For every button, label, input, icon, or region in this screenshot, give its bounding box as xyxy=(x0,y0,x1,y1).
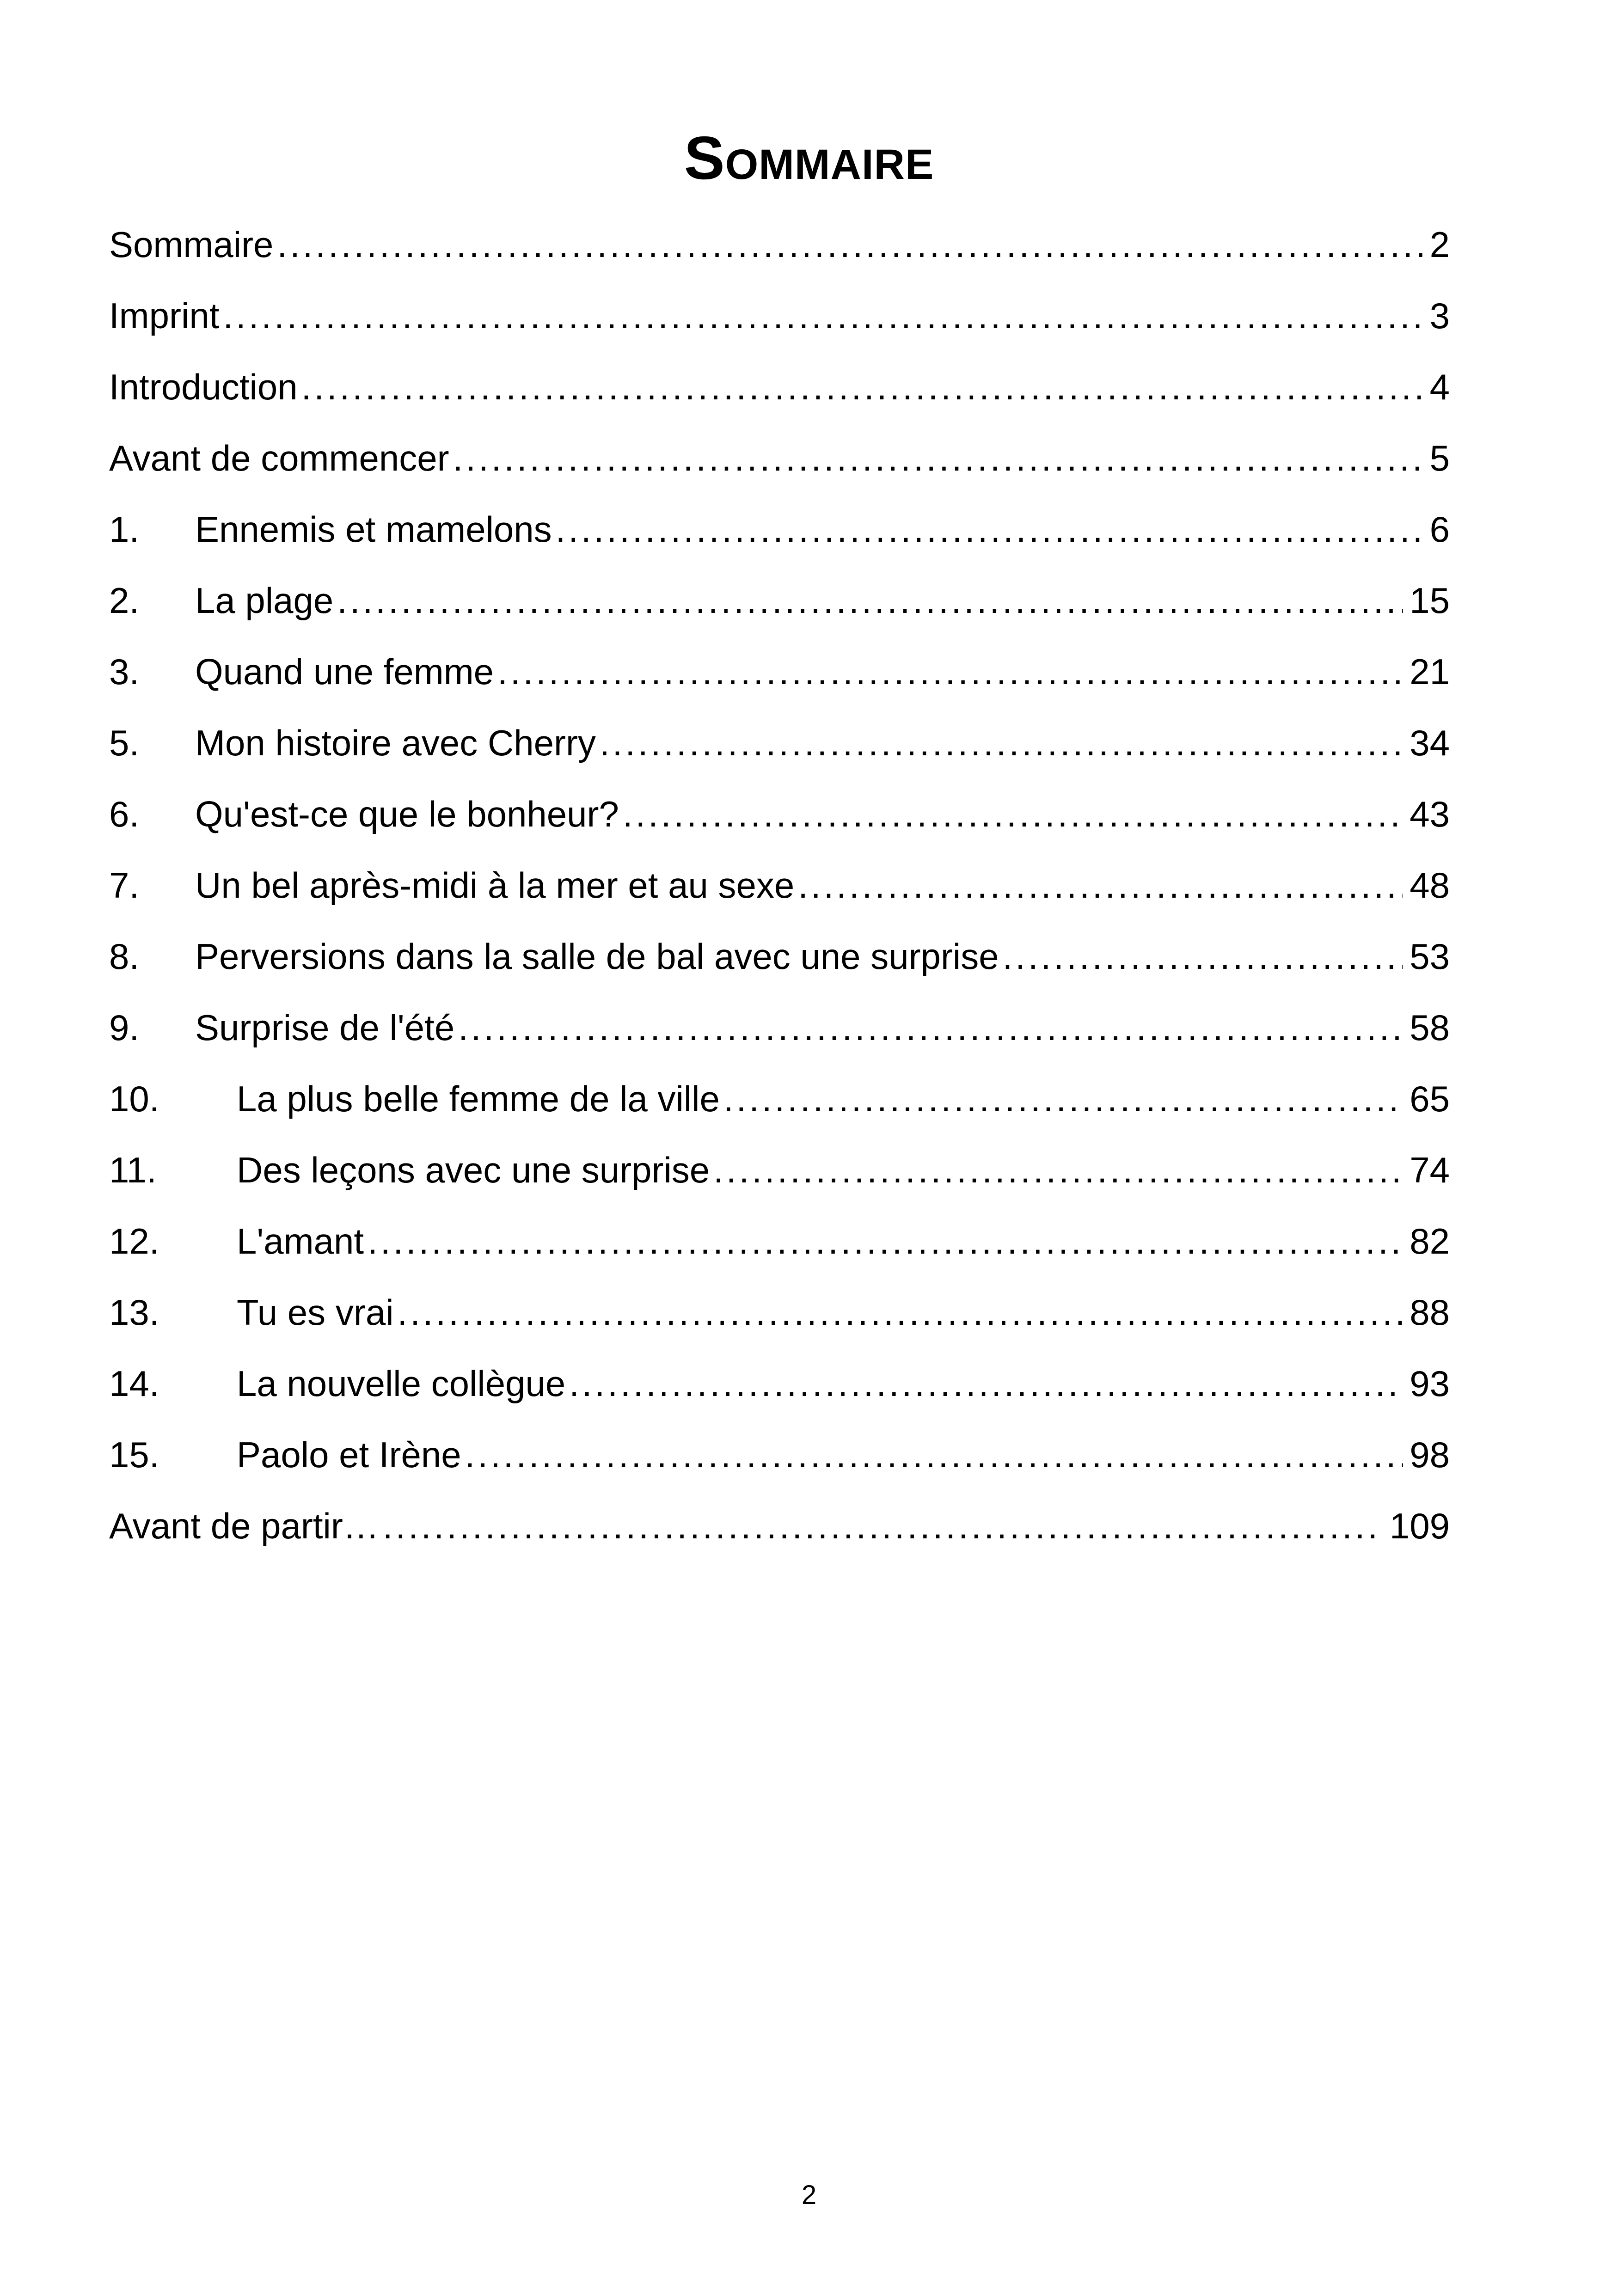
toc-entry-number: 3. xyxy=(109,651,140,692)
toc-entry-leader xyxy=(458,1004,1403,1051)
toc-entry[interactable] xyxy=(109,280,1450,351)
toc-entry[interactable] xyxy=(109,778,1450,850)
toc-entry-leader xyxy=(723,1076,1403,1122)
toc-entry-leader xyxy=(569,1360,1403,1407)
toc-entry-page: 34 xyxy=(1410,722,1450,763)
toc-entry[interactable] xyxy=(109,494,1450,565)
toc-entry-label: La plage xyxy=(195,580,334,621)
toc-entry-page: 98 xyxy=(1410,1434,1450,1475)
toc-entry[interactable] xyxy=(109,1490,1450,1561)
toc-entry-label: Un bel après-midi à la mer et au sexe xyxy=(195,865,795,906)
toc-entry-number: 14. xyxy=(109,1363,159,1404)
toc-entry-label: Avant de partir… xyxy=(109,1506,379,1546)
toc-entry-page: 3 xyxy=(1429,295,1450,336)
toc-entry-number: 15. xyxy=(109,1434,159,1475)
toc-entry-leader xyxy=(453,435,1423,481)
toc-entry-number: 2. xyxy=(109,580,140,621)
toc-entry-page: 48 xyxy=(1410,865,1450,906)
toc-entry-page: 4 xyxy=(1429,367,1450,407)
toc-entry-leader xyxy=(556,506,1423,552)
toc-entry-label: Introduction xyxy=(109,367,298,407)
toc-entry-page: 21 xyxy=(1410,651,1450,692)
toc-entry-page: 15 xyxy=(1410,580,1450,621)
toc-entry-leader xyxy=(368,1218,1403,1264)
toc-entry-leader xyxy=(277,221,1423,268)
toc-entry-label: Qu'est-ce que le bonheur? xyxy=(195,794,619,834)
toc-entry-number: 12. xyxy=(109,1221,159,1261)
toc-entry-page: 53 xyxy=(1410,936,1450,977)
toc-entry-number: 9. xyxy=(109,1007,140,1048)
toc-entry-label: Surprise de l'été xyxy=(195,1007,455,1048)
toc-entry-leader xyxy=(465,1432,1403,1478)
toc-entry-label: La nouvelle collègue xyxy=(237,1363,566,1404)
toc-entry-label: Mon histoire avec Cherry xyxy=(195,722,596,763)
toc-entry-number: 7. xyxy=(109,865,140,906)
toc-entry-page: 58 xyxy=(1410,1007,1450,1048)
toc-entry-page: 88 xyxy=(1410,1292,1450,1333)
toc-entry-leader xyxy=(623,791,1403,837)
toc-entry-number: 5. xyxy=(109,722,140,763)
toc-entry[interactable] xyxy=(109,422,1450,494)
toc-entry-page: 109 xyxy=(1389,1506,1450,1546)
toc-entry[interactable] xyxy=(109,565,1450,636)
toc-entry-number: 6. xyxy=(109,794,140,834)
toc-entry[interactable] xyxy=(109,351,1450,422)
toc-entry-label: Imprint xyxy=(109,295,220,336)
toc-entry-page: 74 xyxy=(1410,1150,1450,1190)
toc-entry-leader xyxy=(497,649,1403,695)
toc-entry[interactable] xyxy=(109,1277,1450,1348)
toc-entry[interactable] xyxy=(109,850,1450,921)
toc-entry-number: 10. xyxy=(109,1078,159,1119)
toc-entry-leader xyxy=(337,577,1403,624)
toc-entry-leader xyxy=(398,1289,1403,1335)
table-of-contents xyxy=(109,209,1450,1561)
toc-entry[interactable] xyxy=(109,1419,1450,1490)
toc-entry-leader xyxy=(600,720,1403,766)
toc-entry-page: 43 xyxy=(1410,794,1450,834)
toc-entry[interactable] xyxy=(109,636,1450,707)
toc-entry-number: 1. xyxy=(109,509,140,550)
toc-entry-leader xyxy=(223,293,1423,339)
toc-entry[interactable] xyxy=(109,1134,1450,1206)
toc-entry[interactable] xyxy=(109,921,1450,992)
toc-entry-number: 8. xyxy=(109,936,140,977)
toc-entry[interactable] xyxy=(109,992,1450,1063)
toc-entry-label: Tu es vrai xyxy=(237,1292,394,1333)
toc-entry[interactable] xyxy=(109,1063,1450,1134)
toc-entry-label: L'amant xyxy=(237,1221,364,1261)
toc-entry[interactable] xyxy=(109,1206,1450,1277)
toc-entry-number: 13. xyxy=(109,1292,159,1333)
toc-entry-leader xyxy=(383,1503,1383,1549)
toc-entry-leader xyxy=(713,1147,1403,1193)
toc-entry-page: 5 xyxy=(1429,438,1450,478)
toc-entry-page: 2 xyxy=(1429,224,1450,265)
toc-entry-page: 65 xyxy=(1410,1078,1450,1119)
toc-entry-page: 82 xyxy=(1410,1221,1450,1261)
toc-entry[interactable] xyxy=(109,707,1450,778)
toc-entry-label: Sommaire xyxy=(109,224,274,265)
toc-entry-label: Paolo et Irène xyxy=(237,1434,461,1475)
toc-entry-leader xyxy=(1003,933,1403,980)
toc-entry[interactable] xyxy=(109,1348,1450,1419)
toc-entry-label: Avant de commencer xyxy=(109,438,449,478)
toc-entry-label: Perversions dans la salle de bal avec une surprise xyxy=(195,936,999,977)
toc-entry-page: 93 xyxy=(1410,1363,1450,1404)
toc-entry-label: Des leçons avec une surprise xyxy=(237,1150,710,1190)
toc-entry-label: Ennemis et mamelons xyxy=(195,509,552,550)
toc-entry-label: Quand une femme xyxy=(195,651,494,692)
toc-entry[interactable] xyxy=(109,209,1450,280)
toc-entry-label: La plus belle femme de la ville xyxy=(237,1078,720,1119)
toc-entry-page: 6 xyxy=(1429,509,1450,550)
page-title: Sommaire xyxy=(684,124,934,192)
toc-entry-number: 11. xyxy=(109,1150,157,1190)
page-number: 2 xyxy=(801,2180,817,2210)
toc-entry-leader xyxy=(301,364,1423,410)
toc-entry-leader xyxy=(798,862,1403,908)
